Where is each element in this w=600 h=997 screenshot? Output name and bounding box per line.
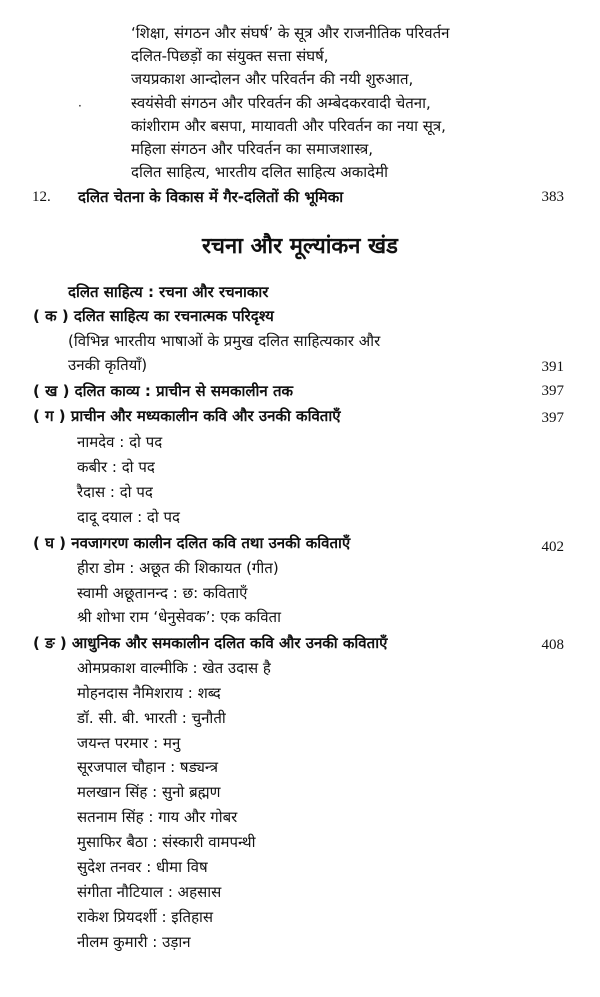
chapter-number: 12. <box>32 189 51 205</box>
part-nga-label: ( ङ ) आधुनिक और समकालीन दलित कवि और उनकी कविताएँ <box>33 634 388 652</box>
poem-entry: नीलम कुमारी : उड़ान <box>77 933 191 951</box>
poem-entry: रैदास : दो पद <box>77 483 153 501</box>
part-ga-label: ( ग ) प्राचीन और मध्यकालीन कवि और उनकी कविताएँ <box>33 407 341 425</box>
part-ka-description: (विभिन्न भारतीय भाषाओं के प्रमुख दलित साहित्यकार और <box>68 332 381 350</box>
page-number: 402 <box>541 539 564 555</box>
chapter-title: दलित चेतना के विकास में गैर-दलितों की भूमिका <box>78 188 344 206</box>
poem-entry: डॉ. सी. बी. भारती : चुनौती <box>77 709 226 727</box>
poem-entry: सतनाम सिंह : गाय और गोबर <box>77 808 238 826</box>
page-number: 408 <box>541 637 564 653</box>
toc-subtopic-line: कांशीराम और बसपा, मायावती और परिवर्तन का नया सूत्र, <box>131 117 446 135</box>
toc-subtopic-line: दलित-पिछड़ों का संयुक्त सत्ता संघर्ष, <box>131 47 329 65</box>
section-heading: रचना और मूल्यांकन खंड <box>202 234 398 259</box>
margin-dot: · <box>78 99 82 113</box>
page-number: 391 <box>541 359 564 375</box>
page-number: 397 <box>541 410 564 426</box>
poem-entry: राकेश प्रियदर्शी : इतिहास <box>77 908 214 926</box>
poem-entry: ओमप्रकाश वाल्मीकि : खेत उदास है <box>77 659 271 677</box>
toc-subtopic-line: दलित साहित्य, भारतीय दलित साहित्य अकादेमी <box>131 163 388 181</box>
toc-subtopic-line: जयप्रकाश आन्दोलन और परिवर्तन की नयी शुरुआत, <box>131 70 414 88</box>
poem-entry: मोहनदास नैमिशराय : शब्द <box>77 684 221 702</box>
poem-entry: संगीता नौटियाल : अहसास <box>77 883 222 901</box>
poem-entry: हीरा डोम : अछूत की शिकायत (गीत) <box>77 559 279 577</box>
poem-entry: सूरजपाल चौहान : षड्यन्त्र <box>77 758 219 776</box>
poem-entry: दादू दयाल : दो पद <box>77 508 180 526</box>
poem-entry: मलखान सिंह : सुनो ब्रह्मण <box>77 783 221 801</box>
poem-entry: नामदेव : दो पद <box>77 433 163 451</box>
toc-subtopic-line: महिला संगठन और परिवर्तन का समाजशास्त्र, <box>131 140 374 158</box>
subheading: दलित साहित्य : रचना और रचनाकार <box>68 283 269 301</box>
part-ka-label: ( क ) दलित साहित्य का रचनात्मक परिदृश्य <box>33 307 274 325</box>
toc-subtopic-line: स्वयंसेवी संगठन और परिवर्तन की अम्बेदकरवादी चेतना, <box>131 94 431 112</box>
poem-entry: स्वामी अछूतानन्द : छ: कविताएँ <box>77 584 248 602</box>
poem-entry: कबीर : दो पद <box>77 458 155 476</box>
poem-entry: जयन्त परमार : मनु <box>77 734 181 752</box>
toc-subtopic-line: ‘शिक्षा, संगठन और संघर्ष’ के सूत्र और राजनीतिक परिवर्तन <box>131 24 450 42</box>
poem-entry: श्री शोभा राम ‘धेनुसेवक’: एक कविता <box>77 608 281 626</box>
part-gha-label: ( घ ) नवजागरण कालीन दलित कवि तथा उनकी कविताएँ <box>33 534 351 552</box>
part-ka-description: उनकी कृतियाँ) <box>68 356 148 374</box>
part-kha-label: ( ख ) दलित काव्य : प्राचीन से समकालीन तक <box>33 382 294 400</box>
poem-entry: मुसाफिर बैठा : संस्कारी वामपन्थी <box>77 833 256 851</box>
page-number: 397 <box>541 383 564 399</box>
poem-entry: सुदेश तनवर : धीमा विष <box>77 858 208 876</box>
page-number: 383 <box>541 189 564 205</box>
